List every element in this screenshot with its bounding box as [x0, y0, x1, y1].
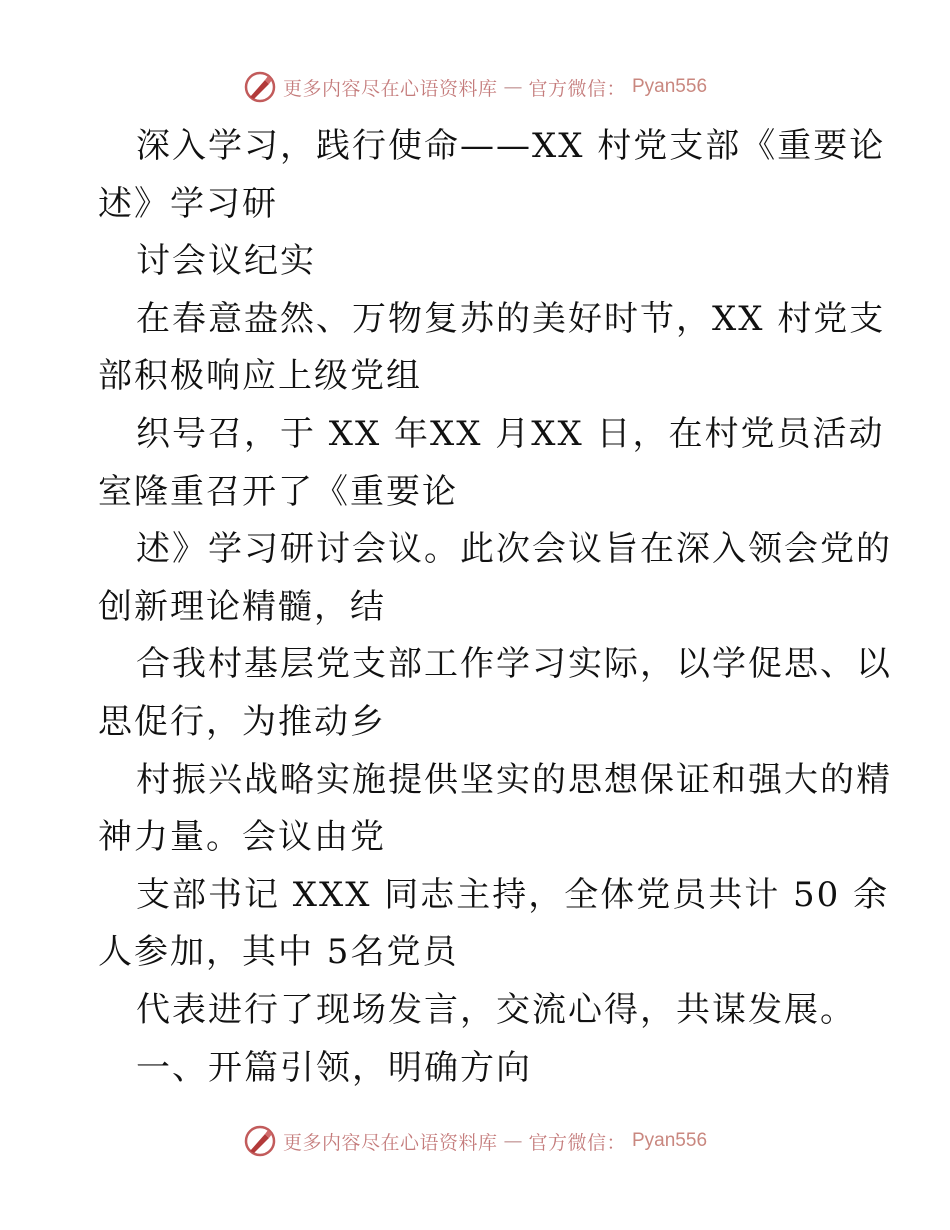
text-line: 述》学习研 [98, 183, 278, 224]
watermark-wechat-id: Pyan556 [632, 76, 708, 97]
text-line: 思促行，为推动乡 [98, 701, 386, 742]
watermark-separator: — [503, 76, 523, 98]
watermark-wechat-id: Pyan556 [632, 1130, 708, 1151]
text-line: 支部书记 XXX 同志主持，全体党员共计 50 余 [136, 874, 890, 915]
document-body [98, 118, 892, 1097]
text-line: 合我村基层党支部工作学习实际，以学促思、以 [136, 644, 892, 685]
section-heading: 一、开篇引领，明确方向 [136, 1047, 532, 1088]
text-line: 织号召，于 XX 年XX 月XX 日，在村党员活动 [136, 413, 885, 454]
pen-logo-icon [243, 70, 277, 104]
footer-watermark [0, 1124, 950, 1158]
text-line: 室隆重召开了《重要论 [98, 471, 458, 512]
watermark-suffix: 官方微信： [528, 1131, 626, 1154]
text-line: 代表进行了现场发言，交流心得，共谋发展。 [136, 989, 856, 1030]
text-line: 创新理论精髓，结 [98, 586, 386, 627]
text-line: 述》学习研讨会议。此次会议旨在深入领会党的 [136, 529, 892, 570]
watermark-suffix: 官方微信： [528, 77, 626, 100]
watermark-separator: — [503, 1130, 523, 1152]
header-watermark [0, 70, 950, 104]
text-line: 在春意盎然、万物复苏的美好时节，XX 村党支 [136, 298, 886, 339]
text-line: 部积极响应上级党组 [98, 356, 422, 397]
pen-logo-icon [243, 1124, 277, 1158]
watermark-text: 更多内容尽在心语资料库 [282, 77, 498, 100]
text-line: 神力量。会议由党 [98, 817, 386, 858]
text-line: 人参加，其中 5名党员 [98, 932, 459, 973]
text-line: 深入学习，践行使命——XX 村党支部《重要论 [136, 126, 886, 166]
text-line: 讨会议纪实 [136, 241, 316, 282]
watermark-text: 更多内容尽在心语资料库 [282, 1131, 498, 1154]
text-line: 村振兴战略实施提供坚实的思想保证和强大的精 [136, 759, 892, 800]
